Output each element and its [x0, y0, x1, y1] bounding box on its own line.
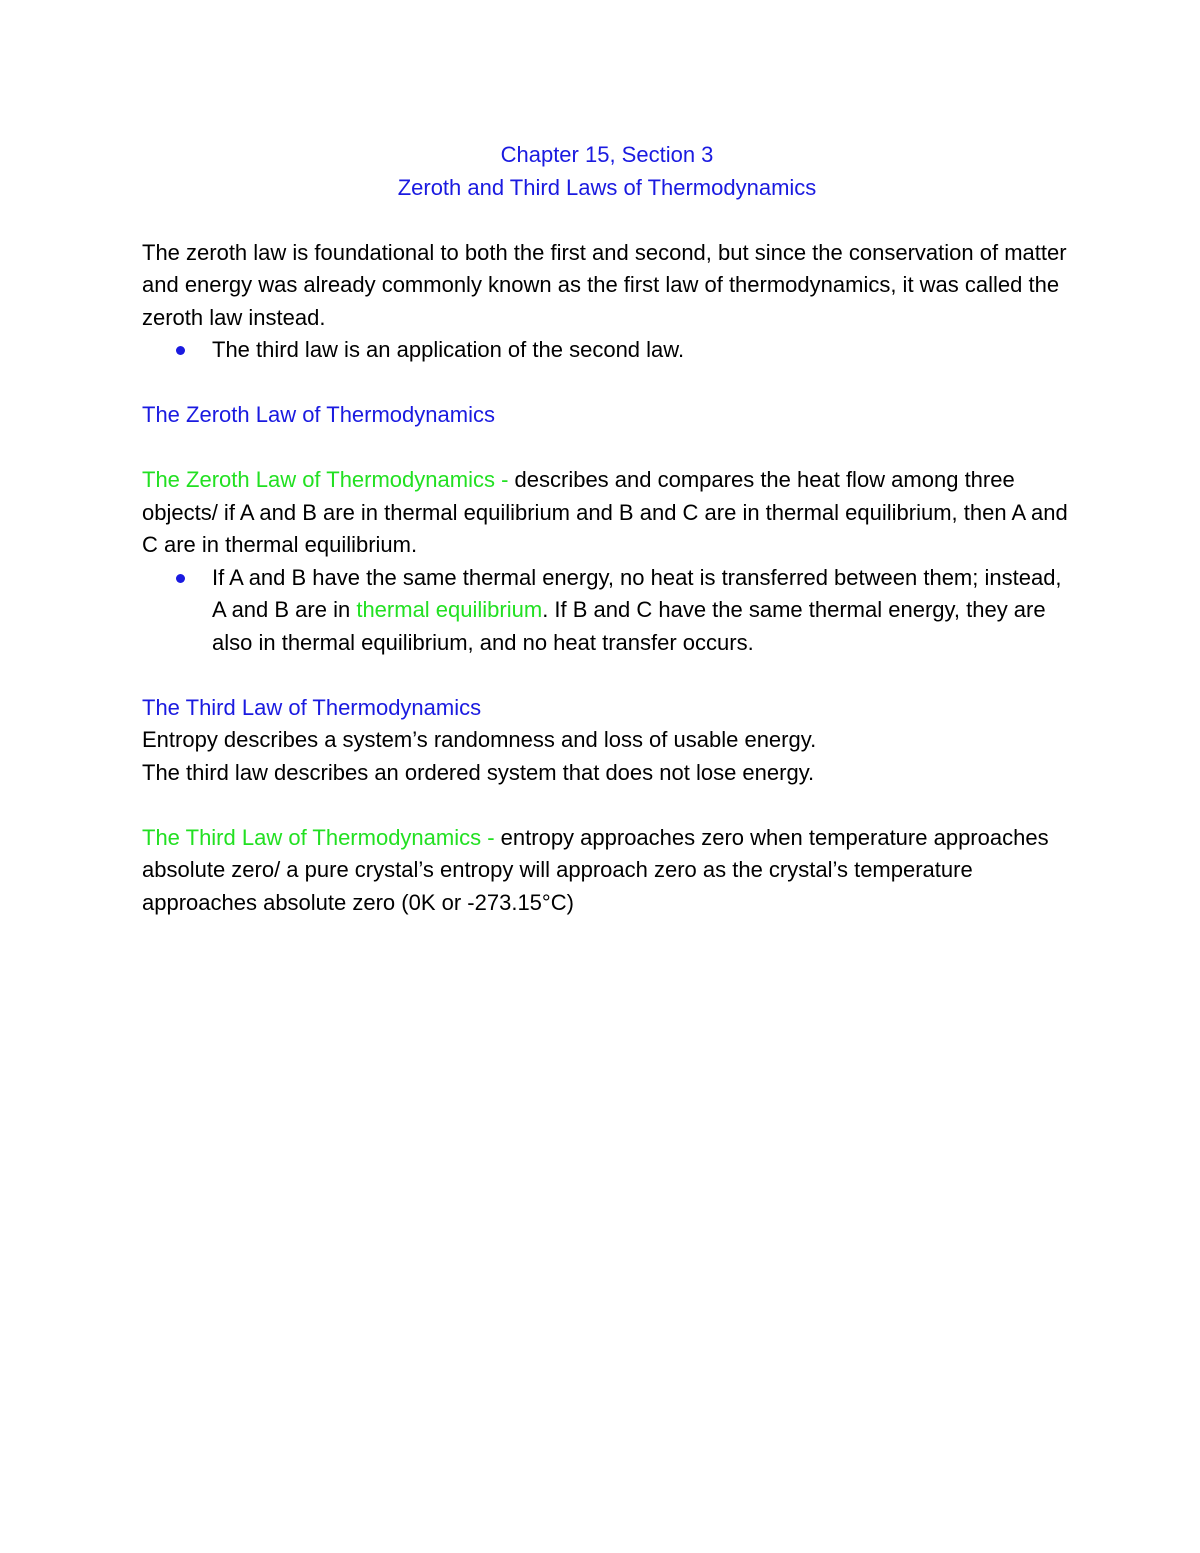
intro-paragraph: The zeroth law is foundational to both the first and second, but since the conservation of matter and energy was already commonly known as the first law of thermodynamics, it was called the zeroth law instead. [142, 239, 1067, 330]
zeroth-bullet-text-before: If A and B have the same thermal energy, no heat is transferred between them; instead, A and B are in [212, 564, 1062, 622]
spacer [142, 789, 1072, 822]
third-law-heading: The Third Law of Thermodynamics [142, 694, 482, 720]
list-item [142, 334, 1072, 367]
bullet-icon [176, 574, 185, 583]
intro-bullet-text: The third law is an application of the second law. [212, 337, 685, 362]
bullet-icon [176, 346, 185, 355]
zeroth-law-heading: The Zeroth Law of Thermodynamics [142, 402, 495, 427]
ordered-system-line: The third law describes an ordered system that does not lose energy. [142, 759, 815, 785]
zeroth-law-definition-text: describes and compares the heat flow among three objects/ if A and B are in thermal equilibrium and B and C are in thermal equilibrium, then A and C are in thermal equilibrium. [142, 467, 1068, 557]
thermal-equilibrium-term: thermal equilibrium [356, 597, 543, 622]
spacer [142, 432, 1072, 465]
list-item [142, 562, 1072, 660]
zeroth-bullet-list [142, 562, 1072, 660]
intro-bullet-list [142, 334, 1072, 367]
third-law-term: The Third Law of Thermodynamics - [142, 824, 501, 850]
spacer [142, 367, 1072, 400]
document-title: Zeroth and Third Laws of Thermodynamics [397, 174, 817, 200]
zeroth-law-term: The Zeroth Law of Thermodynamics - [142, 467, 515, 492]
document-title-block [142, 139, 1072, 204]
spacer [142, 204, 1072, 237]
third-law-definition [142, 822, 1072, 920]
entropy-line: Entropy describes a system’s randomness and loss of usable energy. [142, 727, 817, 752]
zeroth-law-definition [142, 464, 1072, 562]
zeroth-bullet-text-after: . If B and C have the same thermal energy, they are also in thermal equilibrium, and no heat transfer occurs. [212, 597, 1046, 655]
chapter-label: Chapter 15, Section 3 [500, 142, 714, 167]
document-content [142, 139, 1072, 919]
spacer [142, 659, 1072, 692]
third-law-definition-text: entropy approaches zero when temperature approaches absolute zero/ a pure crystal’s entropy will approach zero as the crystal’s temperature approaches absolute zero (0K or -273.15°C) [142, 824, 1049, 915]
